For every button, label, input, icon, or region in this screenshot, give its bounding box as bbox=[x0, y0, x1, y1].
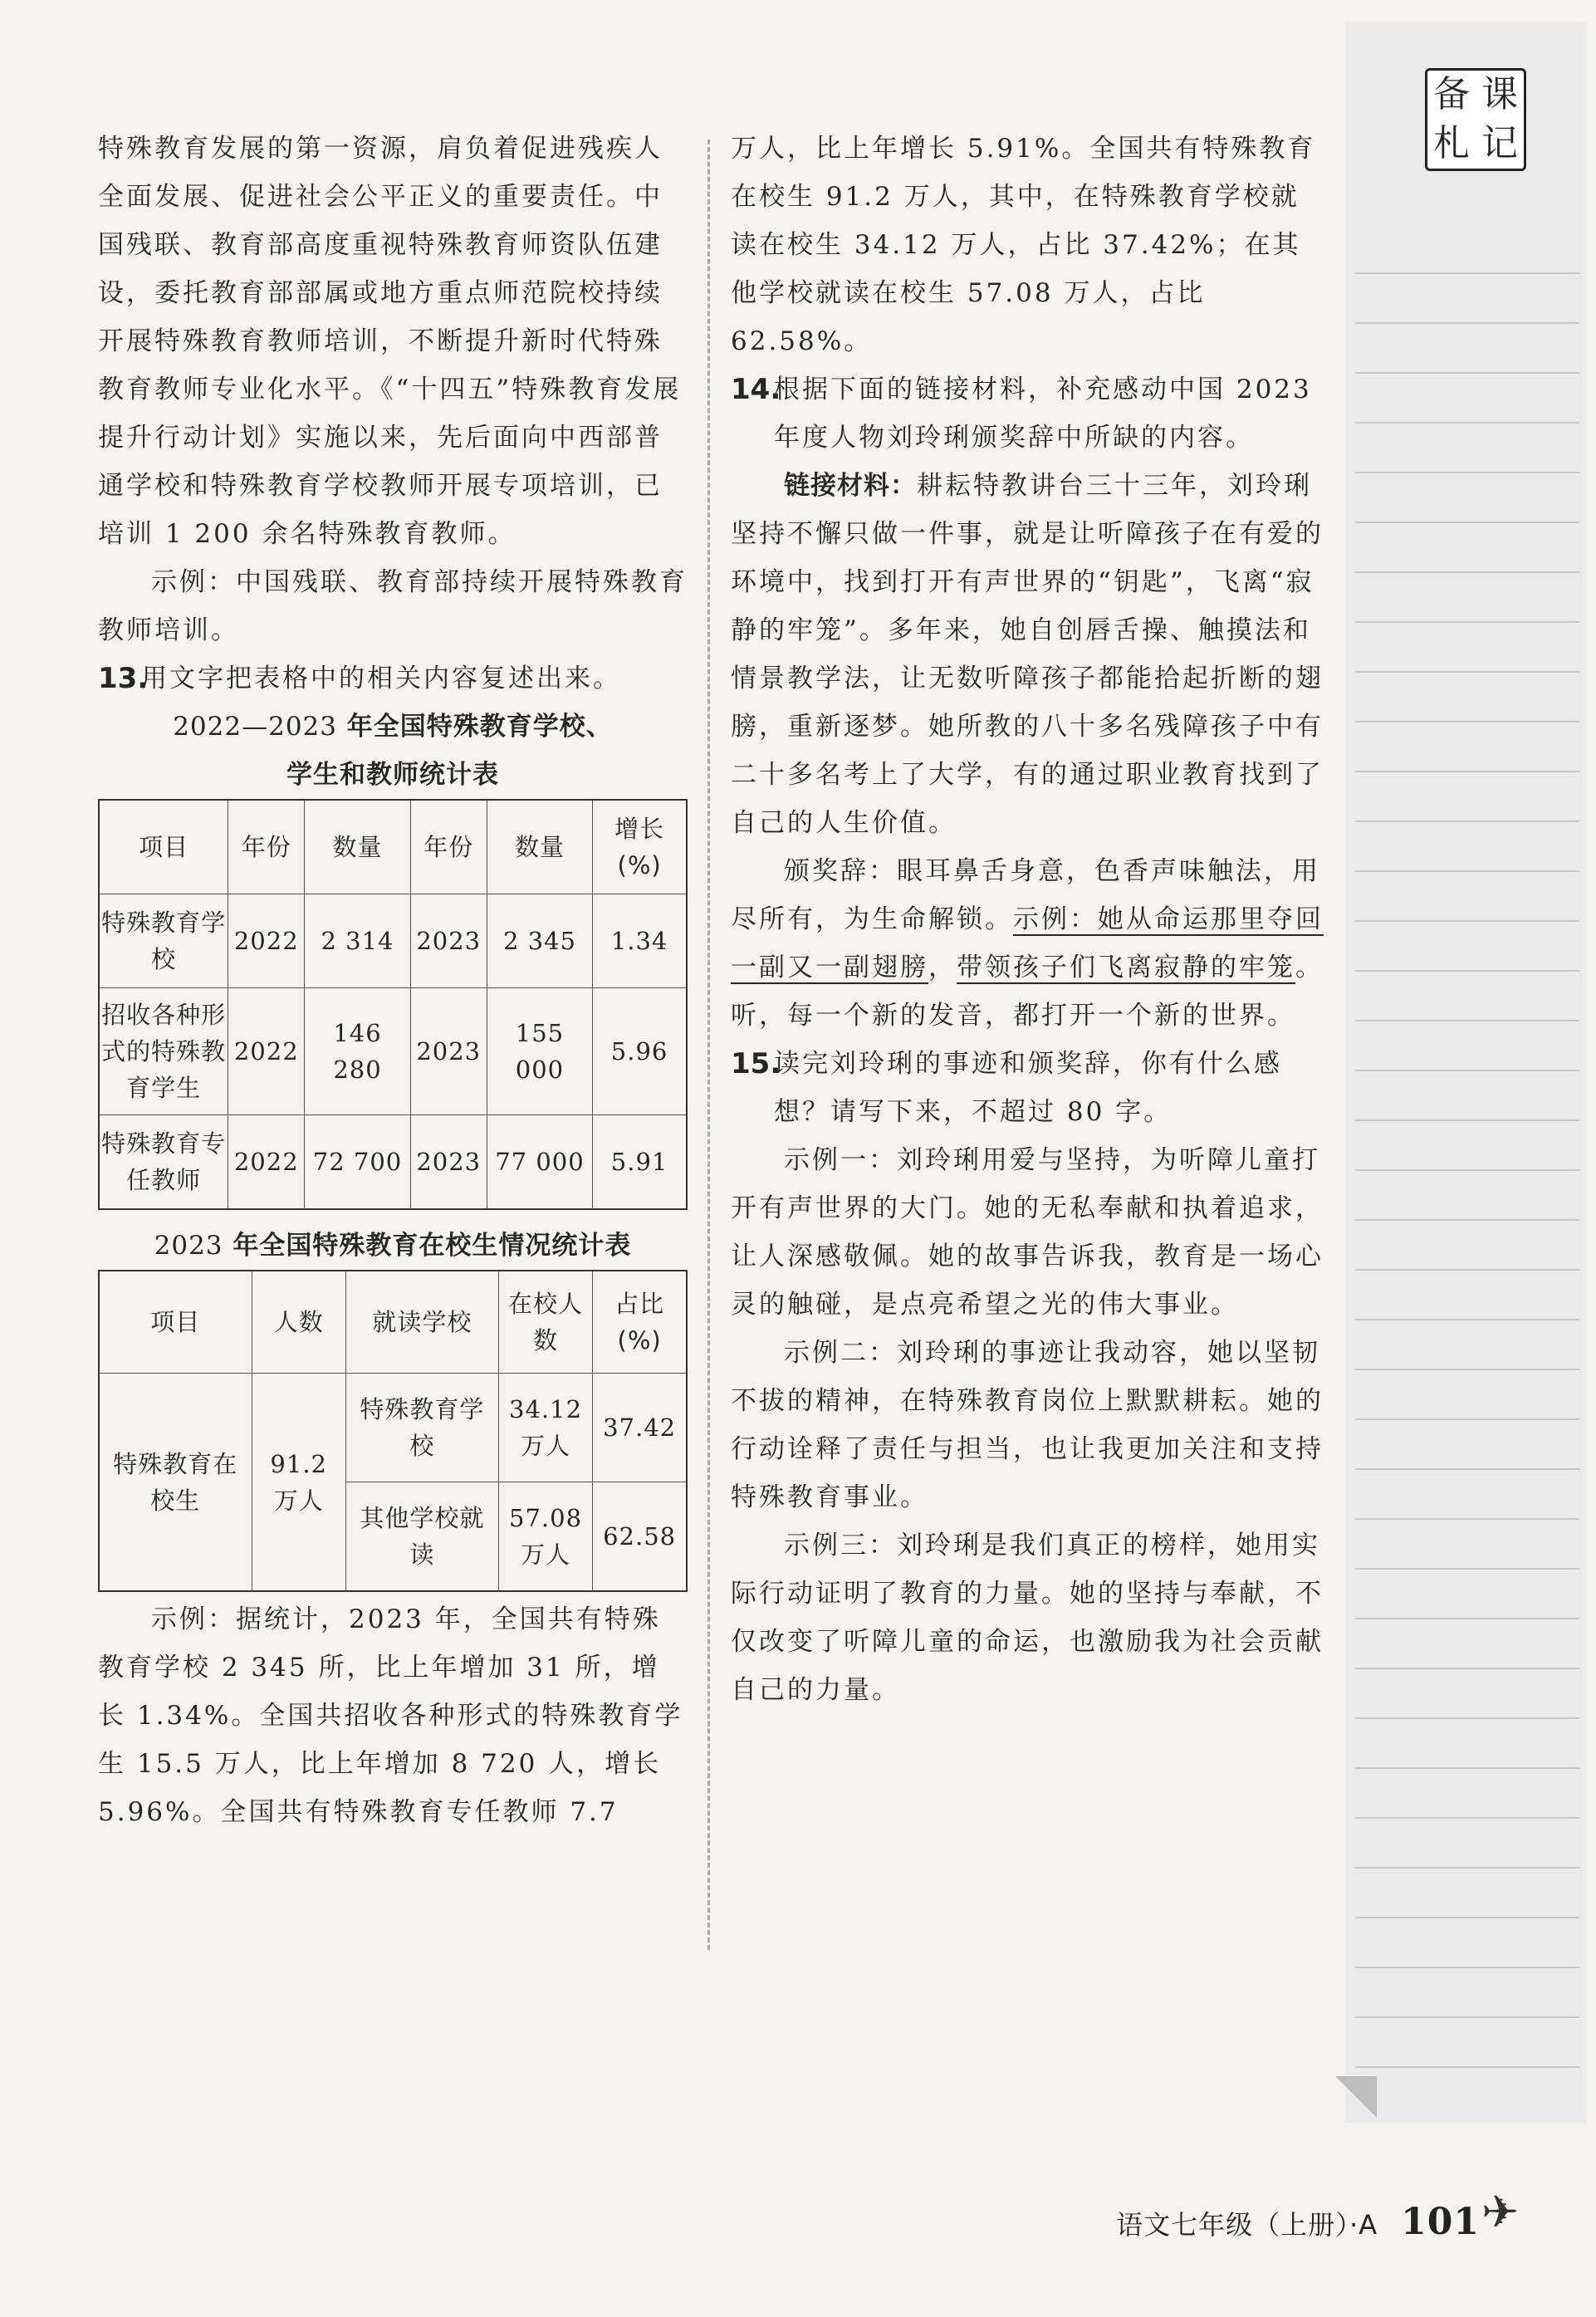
page-footer bbox=[1116, 2201, 1480, 2243]
table-header: 人数 bbox=[252, 1271, 345, 1374]
table-cell: 2022 bbox=[228, 1115, 305, 1210]
table-row bbox=[99, 1374, 687, 1482]
column-divider bbox=[707, 140, 710, 1950]
table-header-row bbox=[99, 800, 687, 894]
table-cell: 5.91 bbox=[593, 1115, 687, 1210]
answer-example: 示例二：刘玲琍的事迹让我动容，她以坚韧不拔的精神，在特殊教育岗位上默默耕耘。她的行动诠释了责任与担当，也让我更加关注和支持特殊教育事业。 bbox=[731, 1338, 1324, 1512]
table-cell: 34.12 万人 bbox=[498, 1374, 592, 1482]
right-column bbox=[731, 125, 1324, 1714]
table1-caption-text: 年全国特殊教育学校、 bbox=[337, 712, 613, 742]
table-cell: 2023 bbox=[410, 1115, 487, 1210]
paper-plane-icon: ✈ bbox=[1481, 2186, 1520, 2238]
question-text: 根据下面的链接材料，补充感动中国 2023 年度人物刘玲琍颁奖辞中所缺的内容。 bbox=[774, 375, 1312, 453]
table2-caption-year: 2023 bbox=[154, 1231, 223, 1261]
table-cell: 62.58 bbox=[593, 1482, 687, 1592]
table-cell: 37.42 bbox=[593, 1374, 687, 1482]
award-comma: ， bbox=[928, 953, 957, 982]
school-stats-table bbox=[98, 799, 688, 1210]
award-end: 。听，每一个新的发音，都打开一个新的世界。 bbox=[731, 953, 1324, 1031]
page-fold-icon bbox=[1335, 2076, 1377, 2118]
table-header: 增长(%) bbox=[593, 800, 687, 894]
stamp-char: 备 bbox=[1433, 73, 1470, 115]
answer-example: 示例三：刘玲琍是我们真正的榜样，她用实际行动证明了教育的力量。她的坚持与奉献，不仅改变了听障儿童的命运，也激励我为社会贡献自己的力量。 bbox=[731, 1531, 1324, 1705]
enrollment-stats-table bbox=[98, 1270, 688, 1592]
question-15 bbox=[731, 1040, 1324, 1136]
table-cell: 其他学校就读 bbox=[345, 1482, 498, 1592]
table2-caption bbox=[98, 1222, 688, 1270]
answer-13-continued: 万人，比上年增长 5.91%。全国共有特殊教育在校生 91.2 万人，其中，在特殊教育学校就读在校生 34.12 万人，占比 37.42%；在其他学校就读在校生 57.08 万人，占比 62.58%。 bbox=[731, 134, 1316, 356]
table-cell: 2022 bbox=[228, 894, 305, 988]
table-cell: 1.34 bbox=[593, 894, 687, 988]
question-number: 15. bbox=[731, 1047, 781, 1080]
table-header: 项目 bbox=[99, 800, 228, 894]
table-header: 数量 bbox=[487, 800, 592, 894]
link-text: 耕耘特教讲台三十三年，刘玲琍坚持不懈只做一件事，就是让听障孩子在有爱的环境中，找到打开有声世界的“钥匙”，飞离“寂静的牢笼”。多年来，她自创唇舌操、触摸法和情景教学法，让无数听障孩子都能拾起折断的翅膀，重新逐梦。她所教的八十多名残障孩子中有二十多名考上了大学，有的通过职业教育找到了自己的人生价值。 bbox=[731, 471, 1324, 838]
table-cell: 2023 bbox=[410, 988, 487, 1115]
answer-13: 示例：据统计，2023 年，全国共有特殊教育学校 2 345 所，比上年增加 31 所，增长 1.34%。全国共招收各种形式的特殊教育学生 15.5 万人，比上年增加 8 720 人，增长 5.96%。全国共有特殊教育专任教师 7.7 bbox=[98, 1604, 683, 1827]
table-header: 数量 bbox=[305, 800, 410, 894]
notes-stamp bbox=[1425, 68, 1526, 171]
table-header-row bbox=[99, 1271, 687, 1374]
table-cell: 57.08 万人 bbox=[498, 1482, 592, 1592]
stamp-char: 记 bbox=[1481, 122, 1518, 164]
answer-example: 示例：中国残联、教育部持续开展特殊教育教师培训。 bbox=[98, 567, 688, 645]
table-row bbox=[99, 894, 687, 988]
table-header: 年份 bbox=[410, 800, 487, 894]
table-cell: 2 345 bbox=[487, 894, 592, 988]
table-cell: 72 700 bbox=[305, 1115, 410, 1210]
book-title: 语文七年级（上册）·A bbox=[1116, 2209, 1378, 2241]
table-cell: 146 280 bbox=[305, 988, 410, 1115]
stamp-char: 课 bbox=[1481, 73, 1518, 115]
link-material bbox=[731, 462, 1324, 847]
question-13 bbox=[98, 654, 688, 703]
table-cell: 招收各种形式的特殊教育学生 bbox=[99, 988, 228, 1115]
table-cell: 91.2 万人 bbox=[252, 1374, 345, 1592]
table2-caption-text: 年全国特殊教育在校生情况统计表 bbox=[223, 1231, 632, 1261]
table-cell: 特殊教育学校 bbox=[99, 894, 228, 988]
fill-blank-2: 带领孩子们飞离寂静的牢笼 bbox=[957, 953, 1295, 982]
table-row bbox=[99, 1115, 687, 1210]
answer-example: 示例一：刘玲琍用爱与坚持，为听障儿童打开有声世界的大门。她的无私奉献和执着追求，让人深感敬佩。她的故事告诉我，教育是一场心灵的触碰，是点亮希望之光的伟大事业。 bbox=[731, 1145, 1324, 1320]
table-cell: 特殊教育学校 bbox=[345, 1374, 498, 1482]
question-14 bbox=[731, 365, 1324, 462]
question-number: 14. bbox=[731, 373, 781, 406]
fill-blank-1: 示例：她从命运那里夺回一副又一副翅膀 bbox=[731, 904, 1324, 982]
question-text: 读完刘玲琍的事迹和颁奖辞，你有什么感想？请写下来，不超过 80 字。 bbox=[774, 1049, 1282, 1127]
table1-caption-year: 2022—2023 bbox=[173, 712, 337, 742]
table-header: 年份 bbox=[228, 800, 305, 894]
table-cell: 特殊教育专任教师 bbox=[99, 1115, 228, 1210]
table-cell: 特殊教育在校生 bbox=[99, 1374, 252, 1592]
question-text: 用文字把表格中的相关内容复述出来。 bbox=[141, 664, 621, 693]
passage-paragraph: 特殊教育发展的第一资源，肩负着促进残疾人全面发展、促进社会公平正义的重要责任。中国残联、教育部高度重视特殊教育师资队伍建设，委托教育部部属或地方重点师范院校持续开展特殊教育教师培训，不断提升新时代特殊教育教师专业化水平。《“十四五”特殊教育发展提升行动计划》实施以来，先后面向中西部普通学校和特殊教育学校教师开展专项培训，已培训 1 200 余名特殊教育教师。 bbox=[98, 134, 682, 549]
stamp-char: 札 bbox=[1433, 122, 1470, 164]
question-number: 13. bbox=[98, 662, 149, 695]
table1-caption-line2: 学生和教师统计表 bbox=[286, 760, 499, 790]
page-number: 101 bbox=[1401, 2201, 1480, 2243]
left-column bbox=[98, 125, 688, 1836]
table-header: 占比(%) bbox=[593, 1271, 687, 1374]
table-cell: 2 314 bbox=[305, 894, 410, 988]
table1-caption bbox=[98, 703, 688, 799]
notes-ruled-lines bbox=[1355, 224, 1579, 2068]
award-start: 颁奖辞：眼耳鼻舌身意，色香声味触法，用尽所有，为生命解锁。 bbox=[731, 856, 1320, 934]
table-header: 就读学校 bbox=[345, 1271, 498, 1374]
table-header: 项目 bbox=[99, 1271, 252, 1374]
award-speech bbox=[731, 847, 1324, 1040]
table-row bbox=[99, 988, 687, 1115]
table-cell: 77 000 bbox=[487, 1115, 592, 1210]
table-cell: 5.96 bbox=[593, 988, 687, 1115]
link-label: 链接材料： bbox=[784, 471, 917, 501]
table-cell: 2022 bbox=[228, 988, 305, 1115]
table-header: 在校人数 bbox=[498, 1271, 592, 1374]
table-cell: 2023 bbox=[410, 894, 487, 988]
table-cell: 155 000 bbox=[487, 988, 592, 1115]
